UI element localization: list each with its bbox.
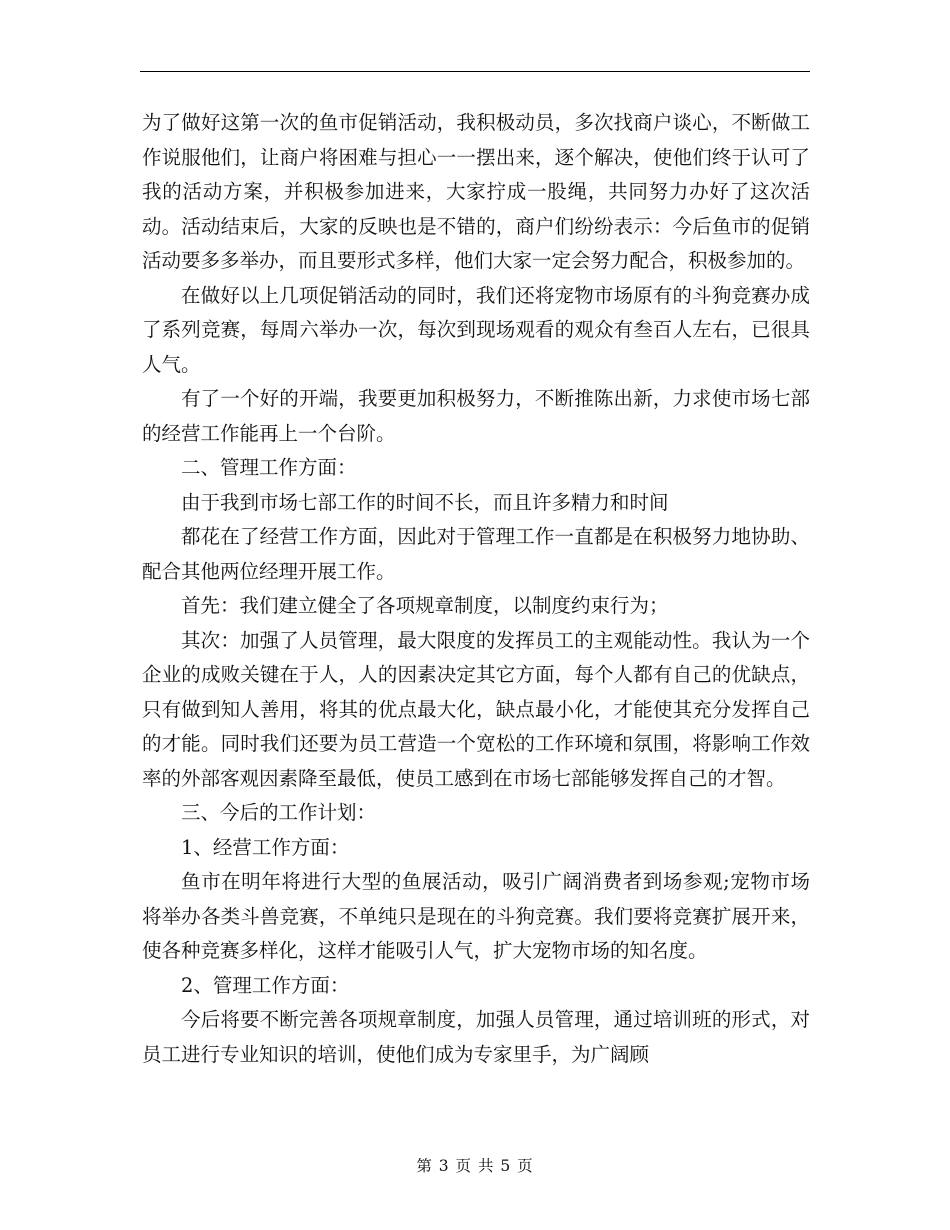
- paragraph-assist-managers: 都花在了经营工作方面，因此对于管理工作一直都是在积极努力地协助、配合其他两位经理开展工作。: [142, 525, 810, 583]
- paragraph-first-rules: 首先：我们建立健全了各项规章制度，以制度约束行为；: [181, 594, 669, 617]
- paragraph-dog-contest: 在做好以上几项促销活动的同时，我们还将宠物市场原有的斗狗竞赛办成了系列竞赛，每周六举办一次，每次到现场观看的观众有叁百人左右，已很具人气。: [142, 283, 810, 376]
- heading-management: 二、管理工作方面：: [181, 456, 357, 479]
- page-footer: 第 3 页 共 5 页: [416, 1157, 534, 1175]
- paragraph-fish-show: 鱼市在明年将进行大型的鱼展活动，吸引广阔消费者到场参观;宠物市场将举办各类斗兽竞赛，不单纯只是现在的斗狗竞赛。我们要将竞赛扩展开来，使各种竞赛多样化，这样才能吸引人气，扩大宠物市场的知名度。: [142, 870, 810, 962]
- heading-future-plan: 三、今后的工作计划：: [181, 801, 377, 824]
- paragraph-training: 今后将要不断完善各项规章制度，加强人员管理，通过培训班的形式，对员工进行专业知识的培训，使他们成为专家里手，为广阔顾: [142, 1008, 810, 1066]
- paragraph-short-time: 由于我到市场七部工作的时间不长，而且许多精力和时间: [181, 490, 669, 514]
- document-body: [142, 106, 810, 1072]
- header-rule: [140, 71, 810, 72]
- paragraph-intro: 为了做好这第一次的鱼市促销活动，我积极动员，多次找商户谈心，不断做工作说服他们，让商户将困难与担心一一摆出来，逐个解决，使他们终于认可了我的活动方案，并积极参加进来，大家拧成一股绳，共同努力办好了这次活动。活动结束后，大家的反映也是不错的，商户们纷纷表示：今后鱼市的促销活动要多多举办，而且要形式多样，他们大家一定会努力配合，积极参加的。: [142, 111, 810, 272]
- subheading-operations: 1、经营工作方面：: [181, 835, 350, 859]
- paragraph-good-start: 有了一个好的开端，我要更加积极努力，不断推陈出新，力求使市场七部的经营工作能再上一个台阶。: [142, 387, 810, 445]
- subheading-management: 2、管理工作方面：: [181, 973, 350, 997]
- paragraph-second-staff: 其次：加强了人员管理，最大限度的发挥员工的主观能动性。我认为一个企业的成败关键在于人，人的因素决定其它方面，每个人都有自己的优缺点，只有做到知人善用，将其的优点最大化，缺点最小化，才能使其充分发挥自己的才能。同时我们还要为员工营造一个宽松的工作环境和氛围，将影响工作效率的外部客观因素降至最低，使员工感到在市场七部能够发挥自己的才智。: [142, 628, 810, 790]
